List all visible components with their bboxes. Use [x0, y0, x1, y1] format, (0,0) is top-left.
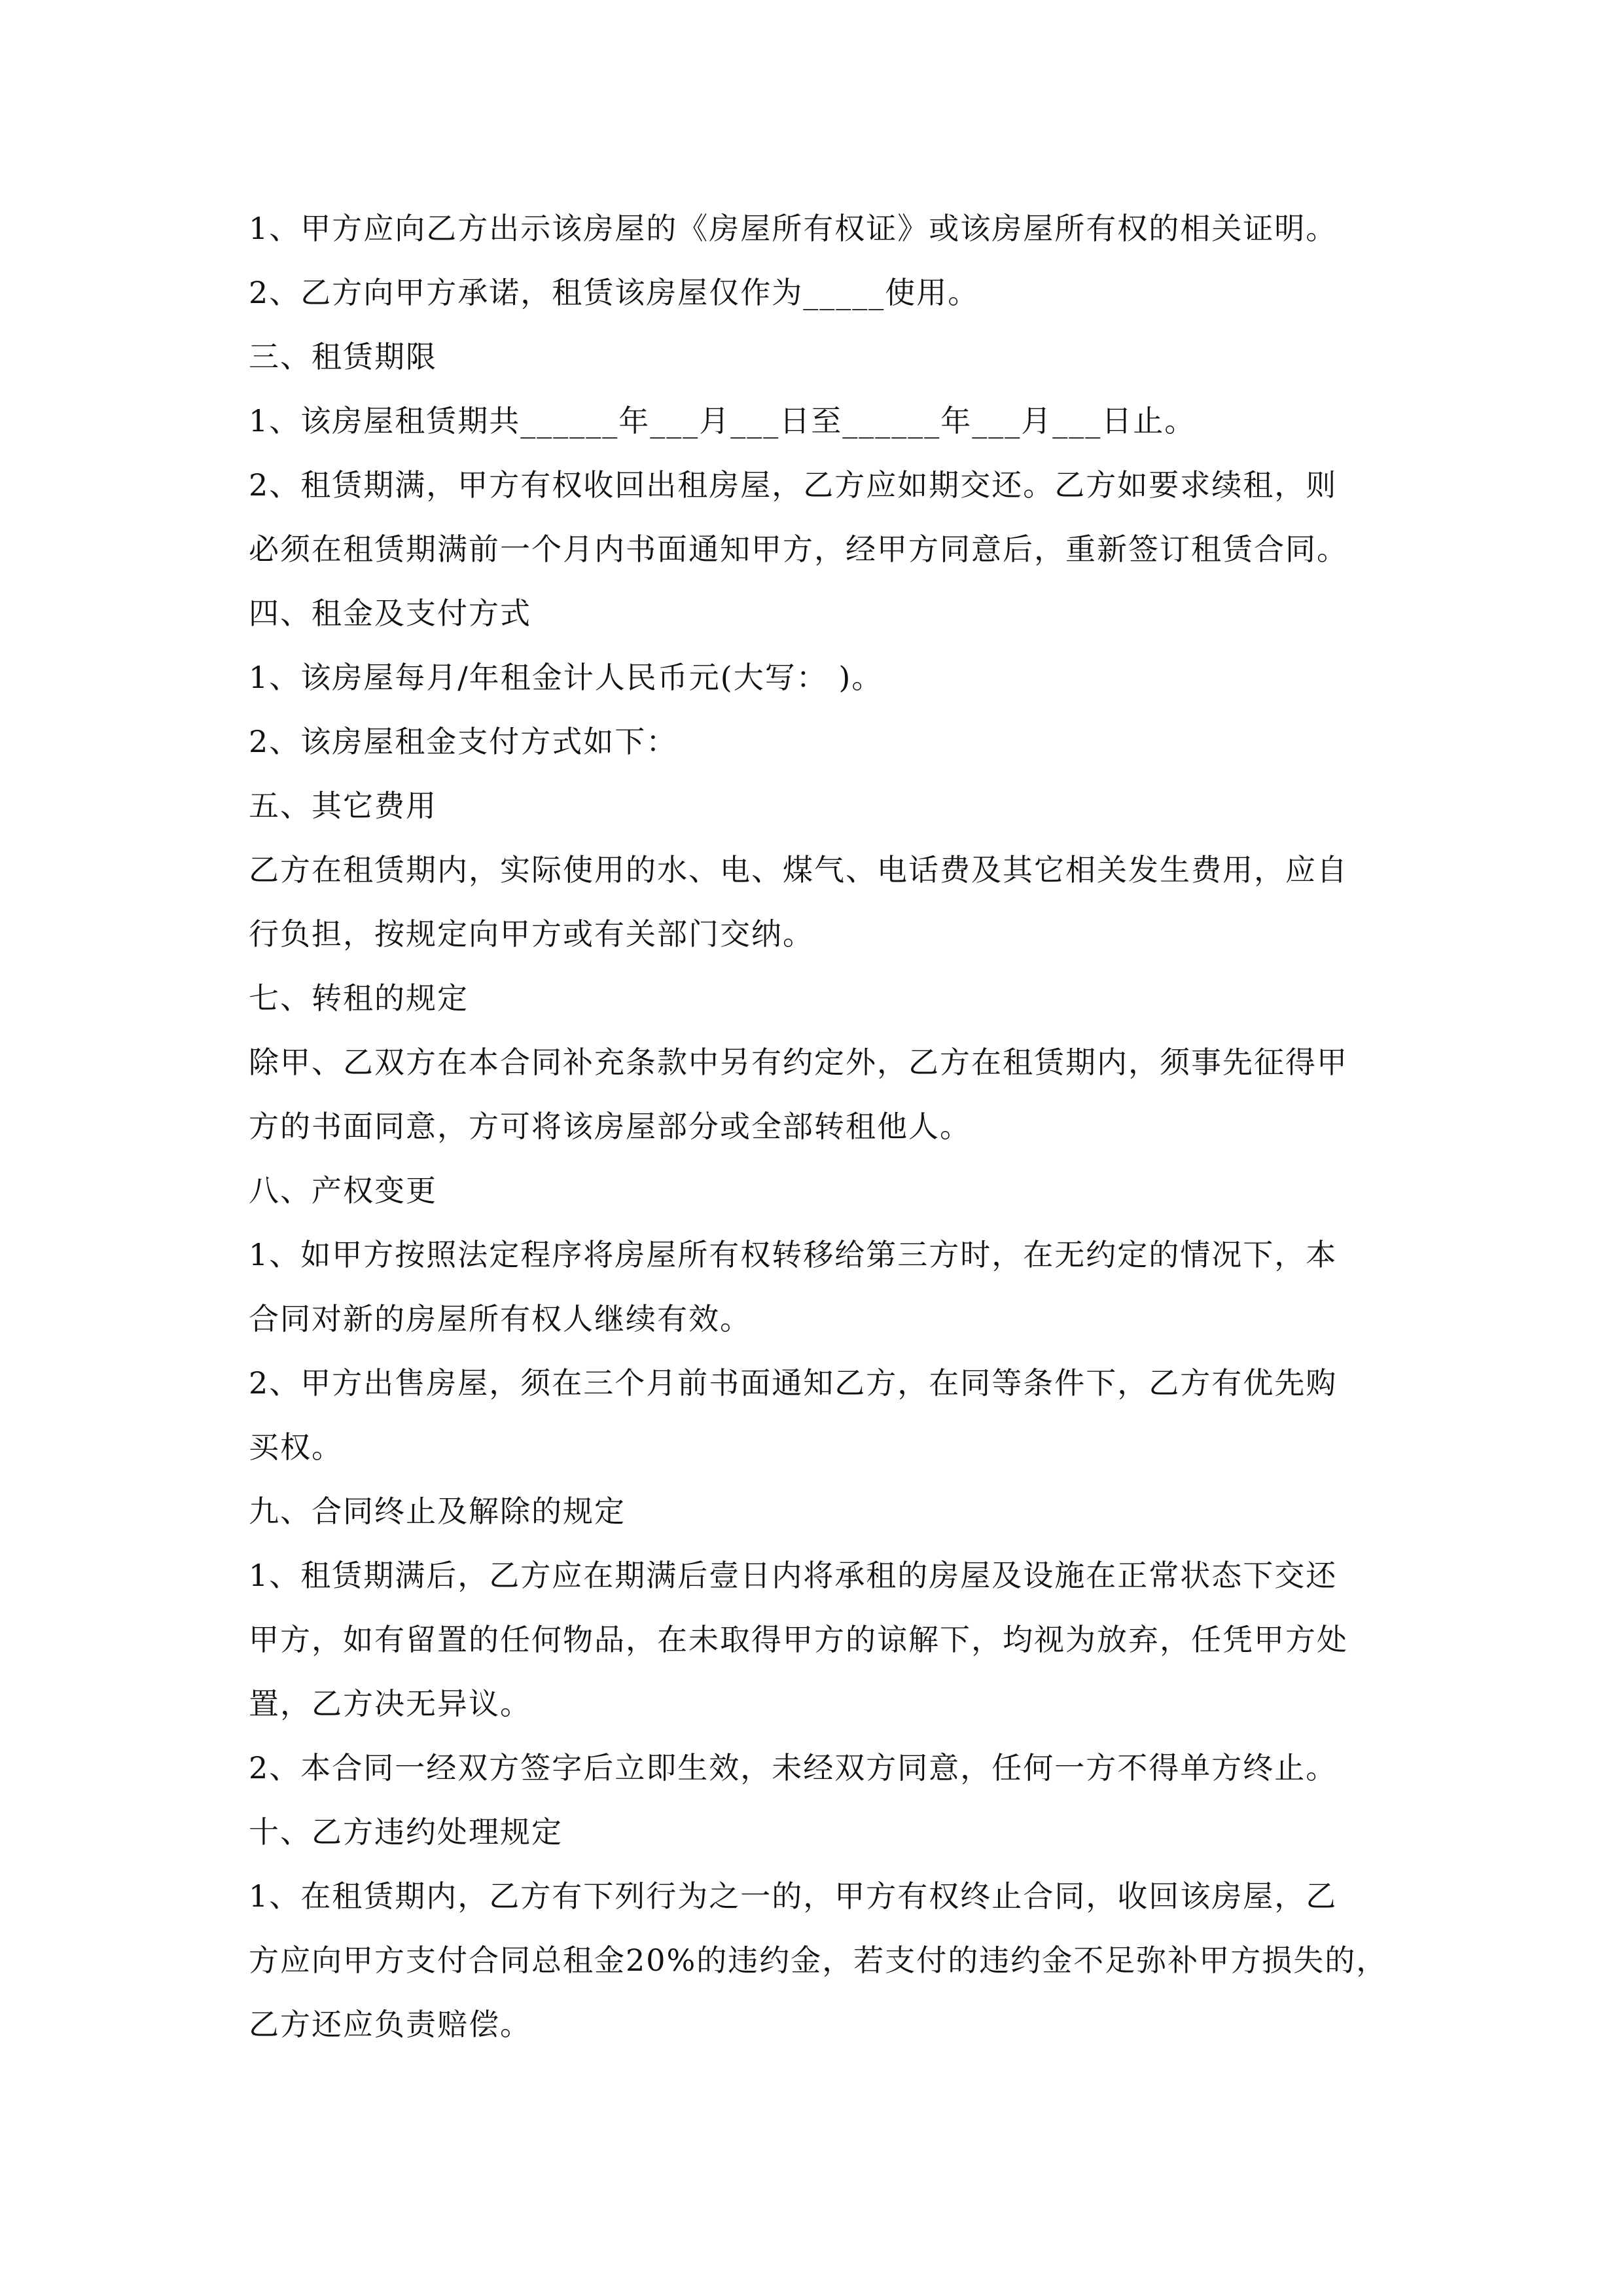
section-heading: 九、合同终止及解除的规定	[249, 1494, 626, 1529]
clause-line: 2、乙方向甲方承诺，租赁该房屋仅作为_____使用。	[249, 275, 980, 310]
clause-line: 1、该房屋租赁期共______年___月___日至______年___月___日止。	[249, 403, 1196, 439]
contract-text-body	[249, 196, 1400, 2056]
section-heading: 三、租赁期限	[249, 339, 437, 374]
clause-line: 行负担，按规定向甲方或有关部门交纳。	[249, 916, 814, 952]
section-heading: 五、其它费用	[249, 788, 437, 823]
clause-line: 2、该房屋租金支付方式如下：	[249, 724, 678, 759]
clause-line: 方应向甲方支付合同总租金20%的违约金，若支付的违约金不足弥补甲方损失的，	[249, 1943, 1388, 1978]
clause-line: 除甲、乙双方在本合同补充条款中另有约定外，乙方在租赁期内，须事先征得甲	[249, 1045, 1348, 1080]
clause-line: 1、租赁期满后，乙方应在期满后壹日内将承租的房屋及设施在正常状态下交还	[249, 1558, 1338, 1593]
clause-line: 乙方还应负责赔偿。	[249, 2007, 531, 2042]
clause-line: 2、租赁期满，甲方有权收回出租房屋，乙方应如期交还。乙方如要求续租，则	[249, 467, 1338, 503]
clause-line: 合同对新的房屋所有权人继续有效。	[249, 1301, 751, 1336]
section-heading: 四、租金及支付方式	[249, 596, 531, 631]
clause-line: 必须在租赁期满前一个月内书面通知甲方，经甲方同意后，重新签订租赁合同。	[249, 531, 1348, 567]
section-heading: 七、转租的规定	[249, 980, 469, 1016]
clause-line: 2、甲方出售房屋，须在三个月前书面通知乙方，在同等条件下，乙方有优先购	[249, 1365, 1338, 1401]
clause-line: 1、甲方应向乙方出示该房屋的《房屋所有权证》或该房屋所有权的相关证明。	[249, 211, 1338, 246]
clause-line: 1、在租赁期内，乙方有下列行为之一的，甲方有权终止合同，收回该房屋，乙	[249, 1878, 1338, 1914]
clause-line: 1、如甲方按照法定程序将房屋所有权转移给第三方时，在无约定的情况下，本	[249, 1237, 1338, 1272]
clause-line: 甲方，如有留置的任何物品，在未取得甲方的谅解下，均视为放弃，任凭甲方处	[249, 1622, 1348, 1657]
clause-line: 1、该房屋每月/年租金计人民币元(大写： )。	[249, 660, 883, 695]
clause-line: 置，乙方决无异议。	[249, 1686, 531, 1721]
clause-line: 买权。	[249, 1429, 343, 1465]
section-heading: 八、产权变更	[249, 1173, 437, 1208]
clause-line: 方的书面同意，方可将该房屋部分或全部转租他人。	[249, 1109, 971, 1144]
section-heading: 十、乙方违约处理规定	[249, 1814, 563, 1850]
clause-line: 乙方在租赁期内，实际使用的水、电、煤气、电话费及其它相关发生费用，应自	[249, 852, 1348, 888]
clause-line: 2、本合同一经双方签字后立即生效，未经双方同意，任何一方不得单方终止。	[249, 1750, 1338, 1785]
